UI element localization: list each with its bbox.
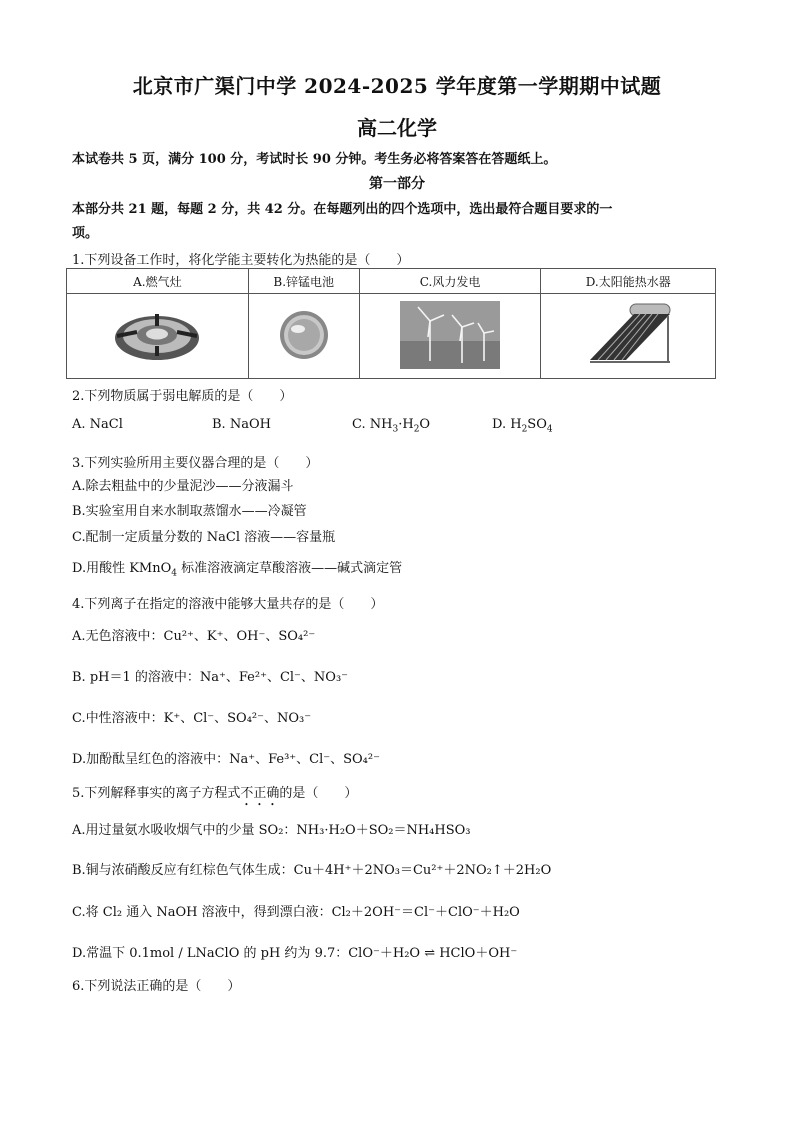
exam-subtitle: 高二化学 (357, 116, 437, 140)
q4-stem: 4.下列离子在指定的溶液中能够大量共存的是（ ） (72, 597, 384, 612)
q4-choice-d: D.加酚酞呈红色的溶液中：Na⁺、Fe³⁺、Cl⁻、SO₄²⁻ (72, 752, 380, 767)
q6-stem: 6.下列说法正确的是（ ） (72, 979, 241, 994)
q1-option-c: C.风力发电 (359, 269, 541, 294)
part-description: 本部分共 21 题，每题 2 分，共 42 分。在每题列出的四个选项中，选出最符合题目要求的一 (72, 202, 613, 217)
q2-stem: 2.下列物质属于弱电解质的是（ ） (72, 389, 293, 404)
part-description-cont: 项。 (72, 226, 99, 241)
q1-stem: 1.下列设备工作时，将化学能主要转化为热能的是（ ） (72, 253, 410, 268)
q5-choice-a: A.用过量氨水吸收烟气中的少量 SO₂：NH₃·H₂O＋SO₂＝NH₄HSO₃ (72, 823, 471, 838)
wind-power-image (359, 294, 541, 379)
q1-options-table (66, 268, 716, 379)
q4-choice-b: B. pH＝1 的溶液中：Na⁺、Fe²⁺、Cl⁻、NO₃⁻ (72, 670, 349, 685)
q1-option-d: D.太阳能热水器 (541, 269, 716, 294)
q2-choice-a: A. NaCl (72, 417, 123, 432)
q5-choice-c: C.将 Cl₂ 通入 NaOH 溶液中，得到漂白液：Cl₂＋2OH⁻＝Cl⁻＋ClO⁻＋H₂O (72, 905, 520, 920)
q3-choice-b: B.实验室用自来水制取蒸馏水——冷凝管 (72, 504, 307, 519)
q1-option-b: B.锌锰电池 (248, 269, 359, 294)
gas-stove-image (67, 294, 249, 379)
q3-choice-c: C.配制一定质量分数的 NaCl 溶液——容量瓶 (72, 530, 336, 545)
q3-choice-a: A.除去粗盐中的少量泥沙——分液漏斗 (72, 479, 294, 494)
solar-heater-image (541, 294, 716, 379)
q2-choice-b: B. NaOH (212, 417, 271, 432)
q5-choice-d: D.常温下 0.1mol / LNaClO 的 pH 约为 9.7：ClO⁻＋H₂O ⇌ HClO＋OH⁻ (72, 946, 518, 961)
exam-title: 北京市广渠门中学 2024-2025 学年度第一学期期中试题 (132, 74, 662, 98)
part-heading: 第一部分 (369, 176, 425, 192)
zinc-battery-image (248, 294, 359, 379)
q2-choices (72, 417, 553, 435)
q2-choice-d: D. $H_2SO_4$ (492, 417, 553, 435)
q4-choice-c: C.中性溶液中：K⁺、Cl⁻、SO₄²⁻、NO₃⁻ (72, 711, 312, 726)
q3-choice-d: D.用酸性 KMnO$_4$ 标准溶液滴定草酸溶液——碱式滴定管 (72, 561, 403, 579)
exam-notice: 本试卷共 5 页，满分 100 分，考试时长 90 分钟。考生务必将答案答在答题纸上。 (72, 152, 557, 167)
q2-choice-c: C. $NH_3\cdot H_2O$ (352, 417, 431, 435)
q5-stem: 5.下列解释事实的离子方程式不正确的是（ ） (72, 786, 358, 801)
q5-choice-b: B.铜与浓硝酸反应有红棕色气体生成：Cu＋4H⁺＋2NO₃＝Cu²⁺＋2NO₂↑＋2H₂O (72, 863, 552, 878)
q1-option-a: A.燃气灶 (67, 269, 249, 294)
q3-stem: 3.下列实验所用主要仪器合理的是（ ） (72, 456, 319, 471)
q4-choice-a: A.无色溶液中：Cu²⁺、K⁺、OH⁻、SO₄²⁻ (72, 629, 316, 644)
